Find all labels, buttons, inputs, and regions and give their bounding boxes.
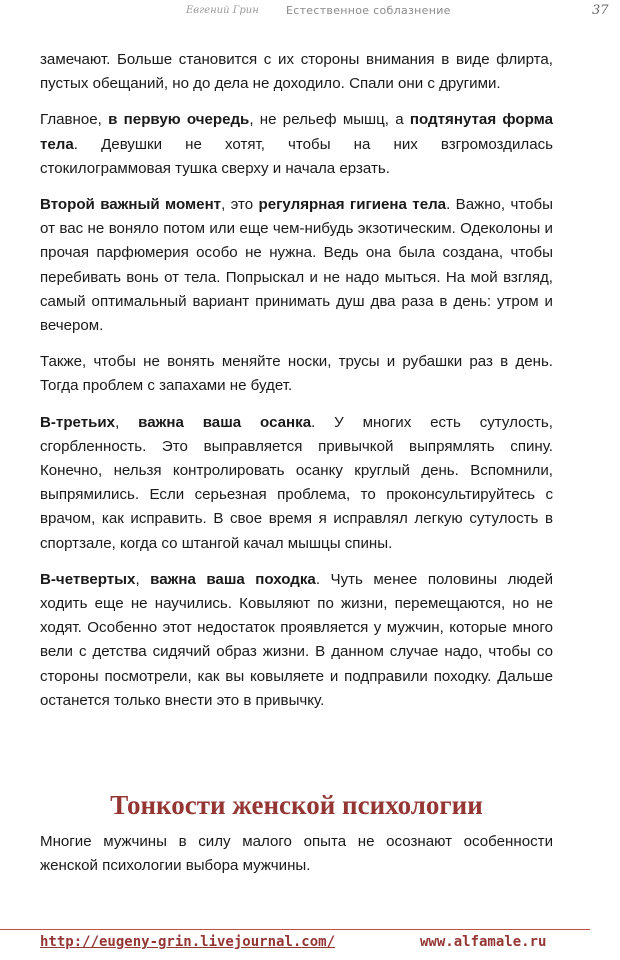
- paragraph-3: [40, 193, 553, 338]
- page-number: 37: [592, 3, 609, 18]
- text-run: Главное,: [40, 111, 109, 129]
- page-header: [0, 3, 620, 21]
- bold-run: в первую очередь: [108, 111, 250, 129]
- bold-run: важна ваша походка: [150, 570, 316, 588]
- text-run: ,: [115, 413, 139, 431]
- footer-rule: [0, 929, 590, 930]
- footer-livejournal-link-text[interactable]: http://eugeny-grin.livejournal.com/: [40, 934, 336, 950]
- text-run: . Важно, чтобы от вас не воняло потом или еще чем-нибудь экзотическим. Одеколоны и прочая парфюмерия особо не нужна. Ведь она была создана, чтобы перебивать вонь от тела. Попрыскал и не надо мыться. На мой взгляд, самый оптимальный вариант принимать душ два раза в день: утром и вечером.: [40, 196, 553, 335]
- bold-run: В-третьих: [40, 413, 116, 431]
- paragraph-1: [40, 48, 553, 96]
- paragraph-7-text: Многие мужчины в силу малого опыта не осознают особенности женской психологии выбора мужчины.: [40, 833, 553, 875]
- bold-run: Второй важный момент: [40, 196, 222, 214]
- bold-run: подтянутая форма тела: [40, 111, 554, 153]
- text-run: , это: [221, 196, 259, 214]
- text-run: . Девушки не хотят, чтобы на них взгромоздилась стокилограммовая тушка сверху и начала ерзать.: [40, 135, 553, 177]
- section-text: [40, 830, 553, 878]
- header-book-title: Естественное соблазнение: [286, 4, 451, 17]
- main-text: [40, 48, 553, 725]
- footer-site-link[interactable]: www.alfamale.ru: [420, 934, 547, 950]
- paragraph-1-text: замечают. Больше становится с их стороны внимания в виде флирта, пустых обещаний, но до дела не доходило. Спали они с другими.: [40, 51, 553, 93]
- paragraph-5: [40, 411, 553, 556]
- footer-livejournal-link[interactable]: [40, 934, 335, 950]
- bold-run: регулярная гигиена тела: [258, 196, 447, 214]
- header-author: Евгений Грин: [186, 5, 259, 16]
- paragraph-4: [40, 350, 553, 398]
- text-run: . Чуть менее половины людей ходить еще не научились. Ковыляют по жизни, перемещаются, но не ходят. Особенно этот недостаток проявляется у мужчин, которые много вели с детства сидячий образ жизни. В данном случае надо, чтобы со стороны посмотрели, как вы ковыляете и подправили походку. Дальше останется только внести это в привычку.: [40, 570, 554, 709]
- paragraph-2: [40, 108, 553, 181]
- text-run: , не рельеф мышц, а: [249, 111, 410, 129]
- bold-run: важна ваша осанка: [138, 413, 312, 431]
- paragraph-6: [40, 568, 553, 713]
- paragraph-7: [40, 830, 553, 878]
- section-heading: Тонкости женской психологии: [110, 790, 483, 820]
- text-run: ,: [135, 570, 151, 588]
- text-run: . У многих есть сутулость, сгорбленность. Это выправляется привычкой выпрямлять спину. Конечно, нельзя контролировать осанку круглый день. Вспомнили, выпрямились. Если серьезная проблема, то проконсультируйтесь с врачом, как исправить. В свое время я исправлял легкую сутулость в спортзале, когда со штангой качал мышцы спины.: [40, 413, 553, 552]
- paragraph-4-text: Также, чтобы не вонять меняйте носки, трусы и рубашки раз в день. Тогда проблем с запахами не будет.: [40, 353, 553, 395]
- bold-run: В-четвертых: [40, 570, 136, 588]
